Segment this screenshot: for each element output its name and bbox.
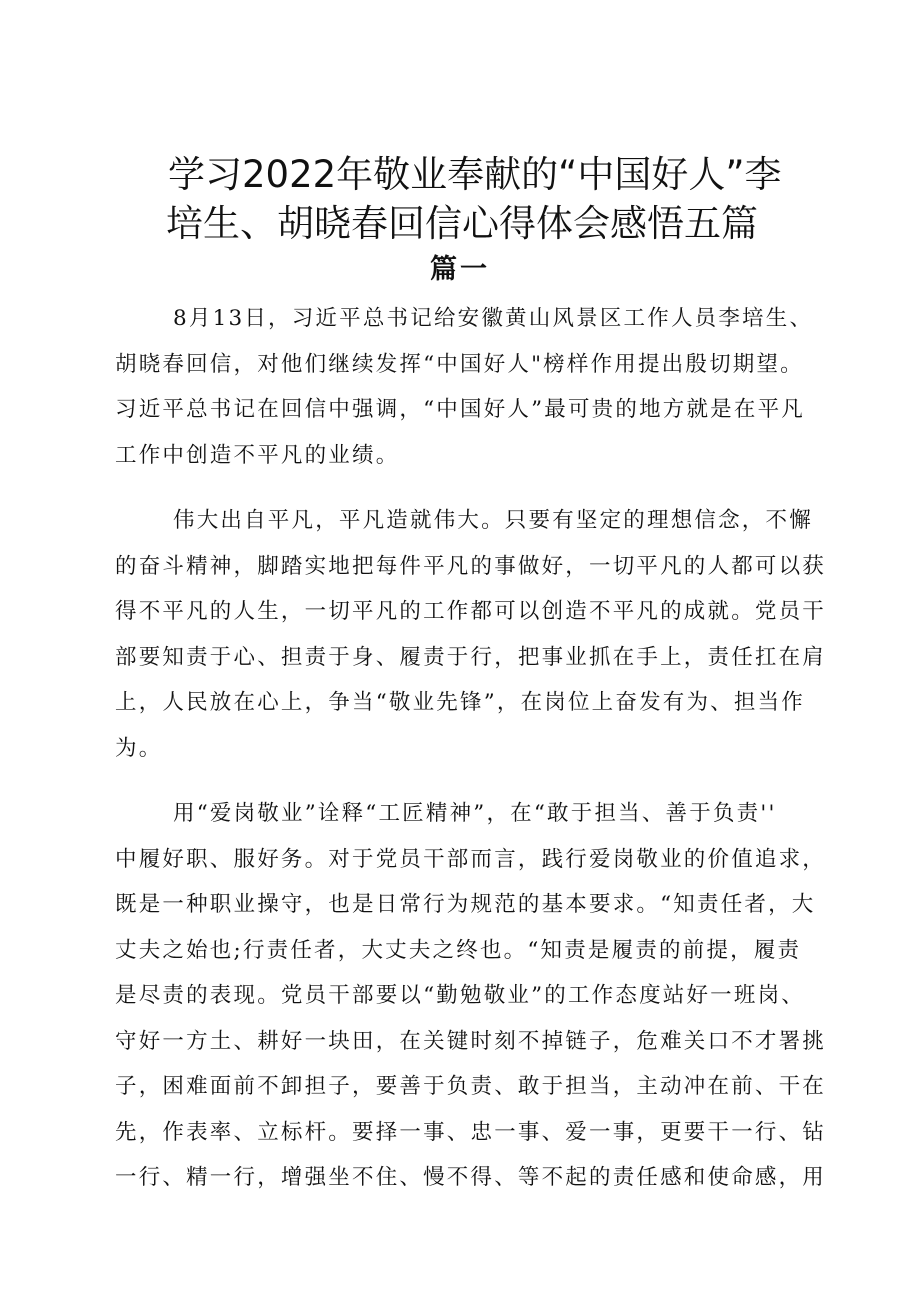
text-line: 的奋斗精神，脚踏实地把每件平凡的事做好，一切平凡的人都可以获 xyxy=(115,553,827,579)
text-line: 用“爱岗敬业”诠释“工匠精神”，在“敢于担当、善于负责'' xyxy=(173,801,777,826)
text-line: 中履好职、服好务。对于党员干部而言，践行爱岗敬业的价值追求， xyxy=(115,846,827,872)
text-line: 守好一方土、耕好一块田，在关键时刻不掉链子，危难关口不才署挑 xyxy=(115,1028,827,1054)
section-heading: 篇一 xyxy=(430,254,490,285)
text-line: 先，作表率、立标杆。要择一事、忠一事、爱一事，更要干一行、钻 xyxy=(115,1119,827,1145)
text-line: 部要知责于心、担责于身、履责于行，把事业抓在手上，责任扛在肩 xyxy=(115,644,827,670)
paragraph xyxy=(115,296,815,478)
document-body xyxy=(115,296,827,1201)
text-line: 是尽责的表现。党员干部要以“勤勉敬业”的工作态度站好一班岗、 xyxy=(115,983,805,1008)
text-line: 上，人民放在心上，争当“敬业先锋”，在岗位上奋发有为、担当作 xyxy=(115,690,805,715)
paragraph xyxy=(115,498,827,771)
text-line: 伟大出自平凡，平凡造就伟大。只要有坚定的理想信念，不懈 xyxy=(173,508,813,533)
text-line: 为。 xyxy=(115,735,163,761)
text-line: 一行、精一行，增强坐不住、慢不得、等不起的责任感和使命感，用 xyxy=(115,1165,827,1190)
text-line: 习近平总书记在回信中强调，“中国好人”最可贵的地方就是在平凡 xyxy=(115,397,805,422)
paragraph xyxy=(115,791,827,1201)
text-line: 既是一种职业操守，也是日常行为规范的基本要求。“知责任者，大 xyxy=(115,892,816,917)
document-title xyxy=(150,150,800,248)
title-line: 培生、胡晓春回信心得体会感悟五篇 xyxy=(166,202,758,245)
text-line: 丈夫之始也;行责任者，大丈夫之终也。“知责是履责的前提，履责 xyxy=(115,937,802,963)
text-line: 胡晓春回信，对他们继续发挥“中国好人"榜样作用提出殷切期望。 xyxy=(115,351,804,377)
text-line: 得不平凡的人生，一切平凡的工作都可以创造不平凡的成就。党员干 xyxy=(115,599,827,624)
text-line: 工作中创造不平凡的业绩。 xyxy=(115,442,400,468)
text-line: 子，困难面前不卸担子，要善于负责、敢于担当，主动冲在前、干在 xyxy=(115,1074,827,1099)
text-line: 8月13日，习近平总书记给安徽黄山风景区工作人员李培生、 xyxy=(173,306,814,331)
title-line: 学习2022年敬业奉献的“中国好人”李 xyxy=(168,153,782,196)
